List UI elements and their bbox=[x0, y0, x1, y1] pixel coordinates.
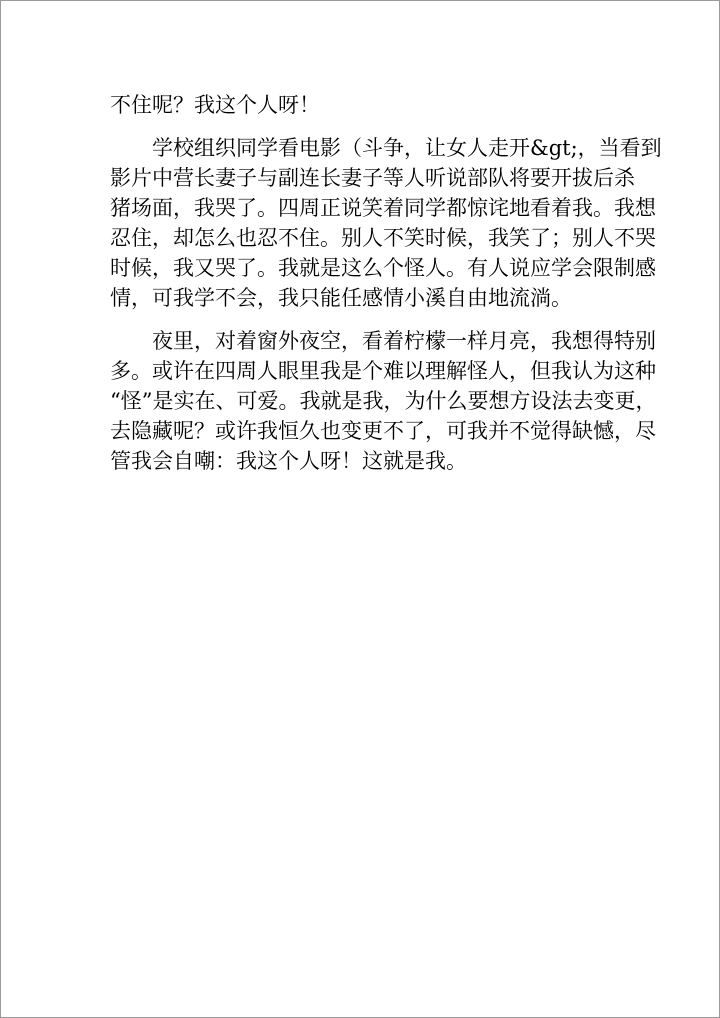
document-body bbox=[110, 90, 662, 476]
text-line: “怪”是实在、可爱。我就是我，为什么要想方设法去变更， bbox=[110, 389, 657, 413]
text-line: 影片中营长妻子与副连长妻子等人听说部队将要开拔后杀 bbox=[110, 166, 635, 190]
text-line: 多。或许在四周人眼里我是个难以理解怪人，但我认为这种 bbox=[110, 359, 656, 383]
text-line: 管我会自嘲：我这个人呀！这就是我。 bbox=[110, 449, 467, 473]
text-line: 夜里，对着窗外夜空，看着柠檬一样月亮，我想得特别 bbox=[152, 329, 656, 353]
text-line: 情，可我学不会，我只能任感情小溪自由地流淌。 bbox=[110, 286, 572, 310]
text-line: 去隐藏呢？或许我恒久也变更不了，可我并不觉得缺憾，尽 bbox=[110, 419, 656, 443]
text-line: 猪场面，我哭了。四周正说笑着同学都惊诧地看着我。我想 bbox=[110, 196, 656, 220]
text-line: 不住呢？我这个人呀！ bbox=[110, 93, 320, 117]
text-line: 时候，我又哭了。我就是这么个怪人。有人说应学会限制感 bbox=[110, 256, 656, 280]
text-line: 忍住，却怎么也忍不住。别人不笑时候，我笑了；别人不哭 bbox=[110, 226, 656, 250]
text-line: 学校组织同学看电影（斗争，让女人走开&gt;，当看到 bbox=[152, 136, 662, 160]
